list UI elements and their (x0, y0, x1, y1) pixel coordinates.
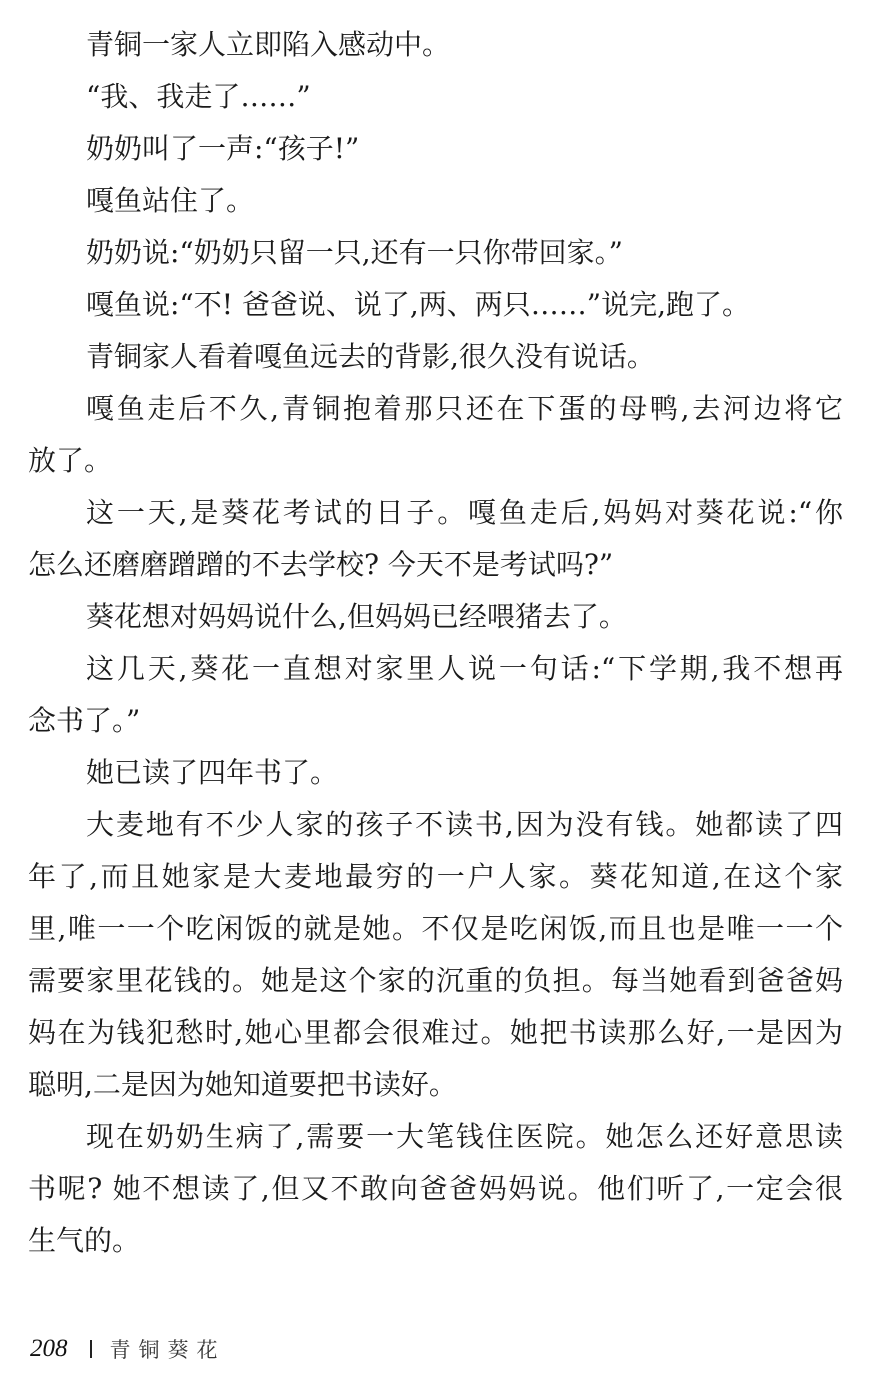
paragraph (28, 334, 843, 386)
page-footer (30, 1334, 226, 1364)
paragraph (28, 282, 843, 334)
paragraph (28, 178, 843, 230)
text-line: 聪明,二是因为她知道要把书读好。 (28, 1068, 457, 1101)
text-line: 奶奶说:“奶奶只留一只,还有一只你带回家。” (86, 236, 623, 269)
paragraph (28, 802, 843, 1114)
text-line: 大麦地有不少人家的孩子不读书,因为没有钱。她都读了四 (86, 808, 843, 841)
footer-separator (90, 1340, 92, 1358)
text-line: 嘎鱼站住了。 (86, 184, 255, 217)
text-line: 年了,而且她家是大麦地最穷的一户人家。葵花知道,在这个家 (28, 860, 843, 893)
text-line: 这一天,是葵花考试的日子。嘎鱼走后,妈妈对葵花说:“你 (86, 496, 843, 529)
paragraph (28, 750, 843, 802)
paragraph (28, 126, 843, 178)
paragraph (28, 74, 843, 126)
text-line: 书呢? 她不想读了,但又不敢向爸爸妈妈说。他们听了,一定会很 (28, 1172, 843, 1205)
text-line: 念书了。” (28, 704, 141, 737)
paragraph (28, 230, 843, 282)
text-line: 现在奶奶生病了,需要一大笔钱住医院。她怎么还好意思读 (86, 1120, 843, 1153)
text-line: 怎么还磨磨蹭蹭的不去学校? 今天不是考试吗?” (28, 548, 614, 581)
paragraph (28, 594, 843, 646)
text-line: 嘎鱼走后不久,青铜抱着那只还在下蛋的母鸭,去河边将它 (86, 392, 843, 425)
page-number: 208 (30, 1335, 68, 1362)
text-line: 奶奶叫了一声:“孩子!” (86, 132, 360, 165)
book-title: 青铜葵花 (109, 1338, 226, 1362)
text-line: 葵花想对妈妈说什么,但妈妈已经喂猪去了。 (86, 600, 627, 633)
body-text (28, 22, 843, 1270)
text-line: 需要家里花钱的。她是这个家的沉重的负担。每当她看到爸爸妈 (28, 964, 843, 997)
paragraph (28, 646, 843, 750)
text-line: 里,唯一一个吃闲饭的就是她。不仅是吃闲饭,而且也是唯一一个 (28, 912, 843, 945)
text-line: 青铜家人看着嘎鱼远去的背影,很久没有说话。 (86, 340, 655, 373)
text-line: 这几天,葵花一直想对家里人说一句话:“下学期,我不想再 (86, 652, 843, 685)
text-line: 她已读了四年书了。 (86, 756, 339, 789)
paragraph (28, 490, 843, 594)
text-line: 放了。 (28, 444, 113, 477)
text-line: “我、我走了……” (86, 80, 311, 113)
paragraph (28, 386, 843, 490)
text-line: 青铜一家人立即陷入感动中。 (86, 28, 451, 61)
text-line: 生气的。 (28, 1224, 141, 1257)
text-line: 妈在为钱犯愁时,她心里都会很难过。她把书读那么好,一是因为 (28, 1016, 843, 1049)
paragraph (28, 1114, 843, 1270)
paragraph (28, 22, 843, 74)
text-line: 嘎鱼说:“不! 爸爸说、说了,两、两只……”说完,跑了。 (86, 288, 751, 321)
